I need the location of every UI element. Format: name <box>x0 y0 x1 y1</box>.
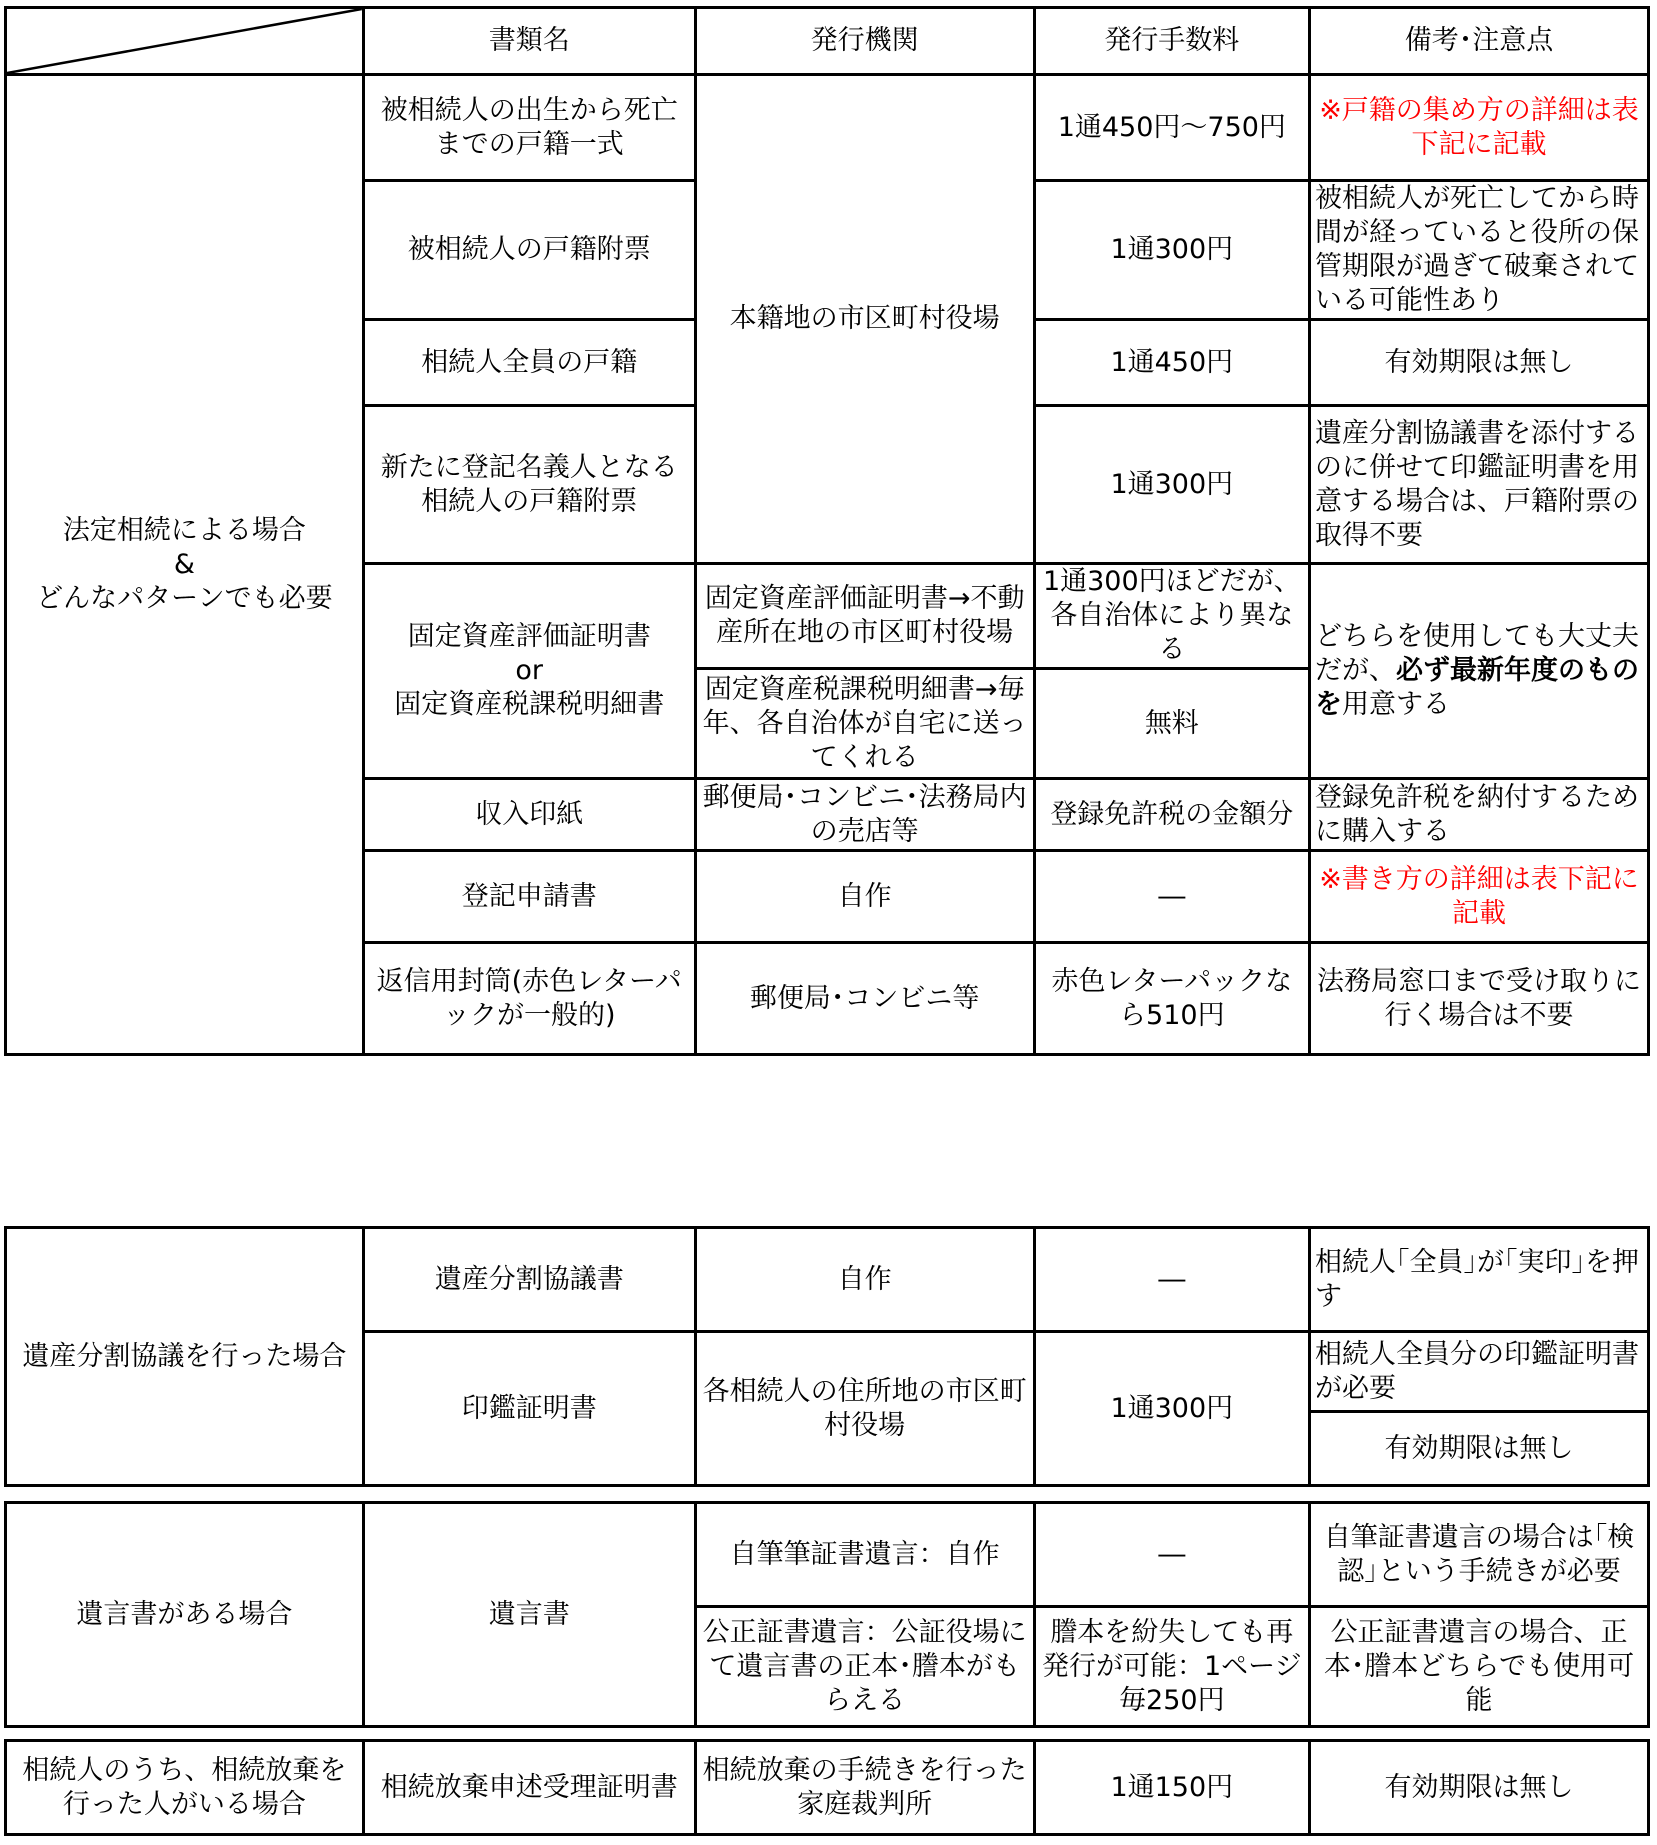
doc-cell: 固定資産評価証明書 or 固定資産税課税明細書 <box>363 564 695 779</box>
emphasis-text: 必ず最新年度のものを <box>1315 655 1640 720</box>
will-table <box>4 1501 1650 1728</box>
note-cell: 公正証書遺言の場合、正本･謄本どちらでも使用可能 <box>1310 1607 1649 1727</box>
note-cell: 遺産分割協議書を添付するのに併せて印鑑証明書を用意する場合は、戸籍附票の取得不要 <box>1310 406 1649 564</box>
fee-cell: 謄本を紛失しても再発行が可能：1ページ毎250円 <box>1034 1607 1309 1727</box>
issuer-cell: 自作 <box>695 851 1034 943</box>
header-row <box>6 8 1649 75</box>
doc-cell: 相続人全員の戸籍 <box>363 320 695 406</box>
fee-cell: 1通150円 <box>1034 1741 1309 1835</box>
section-label-division: 遺産分割協議を行った場合 <box>6 1228 364 1486</box>
doc-cell: 返信用封筒(赤色レターパックが一般的) <box>363 943 695 1055</box>
issuer-cell: 郵便局･コンビニ･法務局内の売店等 <box>695 779 1034 851</box>
fee-cell: 1通300円 <box>1034 1332 1309 1486</box>
fee-cell: 無料 <box>1034 669 1309 779</box>
renunciation-table <box>4 1739 1650 1836</box>
fee-cell: ― <box>1034 1503 1309 1607</box>
section-label-statutory: 法定相続による場合 & どんなパターンでも必要 <box>6 75 364 1055</box>
note-cell: 有効期限は無し <box>1310 320 1649 406</box>
doc-cell: 登記申請書 <box>363 851 695 943</box>
table-row <box>6 75 1649 181</box>
issuer-cell: 固定資産評価証明書→不動産所在地の市区町村役場 <box>695 564 1034 669</box>
fee-cell: 1通300円 <box>1034 406 1309 564</box>
fee-cell: 1通300円 <box>1034 181 1309 320</box>
issuer-cell: 相続放棄の手続きを行った家庭裁判所 <box>695 1741 1034 1835</box>
statutory-table <box>4 6 1650 1056</box>
note-cell: 登録免許税を納付するために購入する <box>1310 779 1649 851</box>
note-cell: 有効期限は無し <box>1310 1412 1649 1486</box>
fee-cell: ― <box>1034 851 1309 943</box>
table-row <box>6 1228 1649 1332</box>
doc-cell: 収入印紙 <box>363 779 695 851</box>
note-cell: 有効期限は無し <box>1310 1741 1649 1835</box>
section-label-will: 遺言書がある場合 <box>6 1503 364 1727</box>
fee-cell: 1通300円ほどだが、各自治体により異なる <box>1034 564 1309 669</box>
fee-cell: 赤色レターパックなら510円 <box>1034 943 1309 1055</box>
fee-cell: ― <box>1034 1228 1309 1332</box>
doc-cell: 被相続人の戸籍附票 <box>363 181 695 320</box>
doc-cell: 遺言書 <box>363 1503 695 1727</box>
issuer-cell: 自筆筆証書遺言：自作 <box>695 1503 1034 1607</box>
issuer-cell: 本籍地の市区町村役場 <box>695 75 1034 564</box>
issuer-cell: 固定資産税課税明細書→毎年、各自治体が自宅に送ってくれる <box>695 669 1034 779</box>
note-cell: 相続人全員分の印鑑証明書が必要 <box>1310 1332 1649 1412</box>
header-fee: 発行手数料 <box>1034 8 1309 75</box>
issuer-cell: 各相続人の住所地の市区町村役場 <box>695 1332 1034 1486</box>
doc-cell: 印鑑証明書 <box>363 1332 695 1486</box>
header-issuer: 発行機関 <box>695 8 1034 75</box>
fee-cell: 登録免許税の金額分 <box>1034 779 1309 851</box>
issuer-cell: 公正証書遺言：公証役場にて遺言書の正本･謄本がもらえる <box>695 1607 1034 1727</box>
doc-cell: 相続放棄申述受理証明書 <box>363 1741 695 1835</box>
table-row <box>6 1741 1649 1835</box>
fee-cell: 1通450円 <box>1034 320 1309 406</box>
note-cell: ※書き方の詳細は表下記に記載 <box>1310 851 1649 943</box>
note-cell: 自筆証書遺言の場合は｢検認｣という手続きが必要 <box>1310 1503 1649 1607</box>
note-cell: どちらを使用しても大丈夫だが、必ず最新年度のものを用意する <box>1310 564 1649 779</box>
doc-cell: 被相続人の出生から死亡までの戸籍一式 <box>363 75 695 181</box>
header-doc-name: 書類名 <box>363 8 695 75</box>
division-table <box>4 1226 1650 1487</box>
doc-cell: 遺産分割協議書 <box>363 1228 695 1332</box>
note-cell: 相続人｢全員｣が｢実印｣を押す <box>1310 1228 1649 1332</box>
note-cell: ※戸籍の集め方の詳細は表下記に記載 <box>1310 75 1649 181</box>
issuer-cell: 自作 <box>695 1228 1034 1332</box>
corner-diagonal-cell <box>6 8 364 75</box>
note-cell: 被相続人が死亡してから時間が経っていると役所の保管期限が過ぎて破棄されている可能性あり <box>1310 181 1649 320</box>
fee-cell: 1通450円～750円 <box>1034 75 1309 181</box>
section-label-renunciation: 相続人のうち、相続放棄を行った人がいる場合 <box>6 1741 364 1835</box>
issuer-cell: 郵便局･コンビニ等 <box>695 943 1034 1055</box>
table-row <box>6 1503 1649 1607</box>
header-notes: 備考･注意点 <box>1310 8 1649 75</box>
doc-cell: 新たに登記名義人となる相続人の戸籍附票 <box>363 406 695 564</box>
note-cell: 法務局窓口まで受け取りに行く場合は不要 <box>1310 943 1649 1055</box>
